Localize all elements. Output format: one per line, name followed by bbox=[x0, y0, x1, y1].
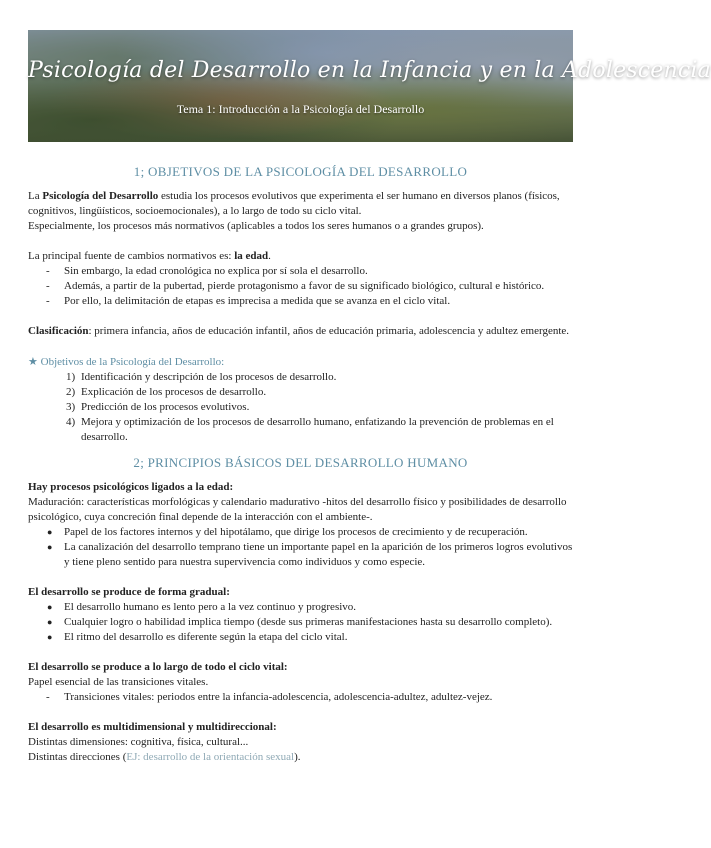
block-3-heading bbox=[28, 660, 573, 675]
list-item-text: Además, a partir de la pubertad, pierde protagonismo a favor de su significado biológico, cultural e histórico. bbox=[64, 280, 545, 292]
bullet-marker: ● bbox=[47, 602, 53, 612]
block-4-line-2-lead: Distintas direcciones ( bbox=[28, 751, 127, 763]
list-item-text: Sin embargo, la edad cronológica no explica por sí sola el desarrollo. bbox=[64, 265, 368, 277]
list-item-text: Transiciones vitales: periodos entre la infancia-adolescencia, adolescencia-adultez, adultez-vejez. bbox=[64, 691, 493, 703]
intro-term: Psicología del Desarrollo bbox=[42, 190, 159, 202]
block-1-text: Maduración: características morfológicas y calendario madurativo -hitos del desarrollo físico y posibilidades de desarrollo psicológico, cuya concreción final depende de la interacción con el ambiente-. bbox=[28, 496, 567, 523]
list-number: 2) bbox=[66, 386, 76, 398]
dash-marker: - bbox=[46, 265, 50, 277]
document-title: Psicología del Desarrollo en la Infancia y en la Adolescencia bbox=[28, 58, 711, 83]
list-item bbox=[28, 630, 573, 645]
list-item bbox=[28, 690, 573, 705]
list-item bbox=[28, 385, 573, 400]
example-note: EJ: desarrollo de la orientación sexual bbox=[126, 751, 295, 763]
block-1-list bbox=[28, 525, 573, 570]
block-1-heading bbox=[28, 480, 573, 495]
fuente-paragraph bbox=[28, 249, 573, 264]
list-number: 1) bbox=[66, 371, 76, 383]
intro-lead: La bbox=[28, 190, 43, 202]
block-3-heading-text: El desarrollo se produce a lo largo de todo el ciclo vital: bbox=[28, 661, 288, 673]
list-item bbox=[28, 294, 573, 309]
objetivos-list bbox=[28, 370, 573, 445]
list-item bbox=[28, 540, 573, 570]
list-item-text: Predicción de los procesos evolutivos. bbox=[81, 401, 250, 413]
list-number: 3) bbox=[66, 401, 76, 413]
bullet-marker: ● bbox=[47, 617, 53, 627]
list-item bbox=[28, 615, 573, 630]
block-4-heading-text: El desarrollo es multidimensional y multidireccional: bbox=[28, 721, 277, 733]
fuente-end: . bbox=[268, 250, 271, 262]
list-item bbox=[28, 600, 573, 615]
block-3-list bbox=[28, 690, 573, 705]
fuente-term: la edad bbox=[234, 250, 269, 262]
bullet-marker: ● bbox=[47, 527, 53, 537]
list-item bbox=[28, 415, 573, 445]
block-3-text: Papel esencial de las transiciones vitales. bbox=[28, 676, 209, 688]
list-item-text: Mejora y optimización de los procesos de desarrollo humano, enfatizando la prevención de problemas en el desarrollo. bbox=[81, 416, 554, 443]
block-2-list bbox=[28, 600, 573, 645]
fuente-list bbox=[28, 264, 573, 309]
dash-marker: - bbox=[46, 280, 50, 292]
section-2-title: 2; PRINCIPIOS BÁSICOS DEL DESARROLLO HUMANO bbox=[133, 455, 468, 470]
list-item bbox=[28, 279, 573, 294]
block-4-line-1: Distintas dimensiones: cognitiva, física, cultural... bbox=[28, 736, 249, 748]
list-item-text: Por ello, la delimitación de etapas es imprecisa a medida que se avanza en el ciclo vital. bbox=[64, 295, 451, 307]
section-1-title: 1; OBJETIVOS DE LA PSICOLOGÍA DEL DESARROLLO bbox=[133, 164, 468, 179]
list-item-text: Identificación y descripción de los procesos de desarrollo. bbox=[81, 371, 337, 383]
list-item bbox=[28, 370, 573, 385]
bullet-marker: ● bbox=[47, 542, 53, 552]
block-2-heading bbox=[28, 585, 573, 600]
list-item bbox=[28, 264, 573, 279]
dash-marker: - bbox=[46, 295, 50, 307]
clasificacion-paragraph bbox=[28, 324, 573, 339]
list-item-text: El desarrollo humano es lento pero a la vez continuo y progresivo. bbox=[64, 601, 357, 613]
intro-rest: estudia los procesos evolutivos que experimenta el ser humano en diversos planos (físicos, cognitivos, lingüísticos, socioemocionales), a lo largo de todo su ciclo vital. bbox=[28, 190, 560, 217]
list-item bbox=[28, 400, 573, 415]
list-number: 4) bbox=[66, 416, 76, 428]
clasificacion-rest: : primera infancia, años de educación infantil, años de educación primaria, adolescencia y adultez emergente. bbox=[88, 325, 570, 337]
document-subtitle: Tema 1: Introducción a la Psicología del Desarrollo bbox=[176, 102, 425, 116]
dash-marker: - bbox=[46, 691, 50, 703]
list-item-text: Cualquier logro o habilidad implica tiempo (desde sus primeras manifestaciones hasta su desarrollo completo). bbox=[64, 616, 553, 628]
block-1-heading-text: Hay procesos psicológicos ligados a la edad: bbox=[28, 481, 234, 493]
fuente-lead: La principal fuente de cambios normativos es: bbox=[28, 250, 235, 262]
document-body bbox=[28, 164, 573, 765]
clasificacion-term: Clasificación bbox=[28, 325, 89, 337]
bullet-marker: ● bbox=[47, 632, 53, 642]
list-item bbox=[28, 525, 573, 540]
list-item-text: El ritmo del desarrollo es diferente según la etapa del ciclo vital. bbox=[64, 631, 348, 643]
block-4-line-2 bbox=[28, 750, 573, 765]
objetivos-heading-text: Objetivos de la Psicología del Desarrollo: bbox=[40, 356, 225, 368]
list-item-text: Explicación de los procesos de desarrollo. bbox=[81, 386, 267, 398]
block-4-line-2-end: ). bbox=[294, 751, 301, 763]
list-item-text: Papel de los factores internos y del hipotálamo, que dirige los procesos de crecimiento y de recuperación. bbox=[64, 526, 528, 538]
intro-paragraph bbox=[28, 189, 573, 219]
block-2-heading-text: El desarrollo se produce de forma gradual: bbox=[28, 586, 230, 598]
objetivos-heading bbox=[28, 354, 573, 370]
star-icon: ★ bbox=[28, 355, 38, 368]
header-banner bbox=[28, 30, 711, 142]
block-4-heading bbox=[28, 720, 573, 735]
intro-line-2: Especialmente, los procesos más normativos (aplicables a todos los seres humanos o a grandes grupos). bbox=[28, 220, 484, 232]
list-item-text: La canalización del desarrollo temprano tiene un importante papel en la aparición de los primeros logros evolutivos y tiene pleno sentido para nuestra supervivencia como individuos y como especie. bbox=[64, 541, 573, 568]
